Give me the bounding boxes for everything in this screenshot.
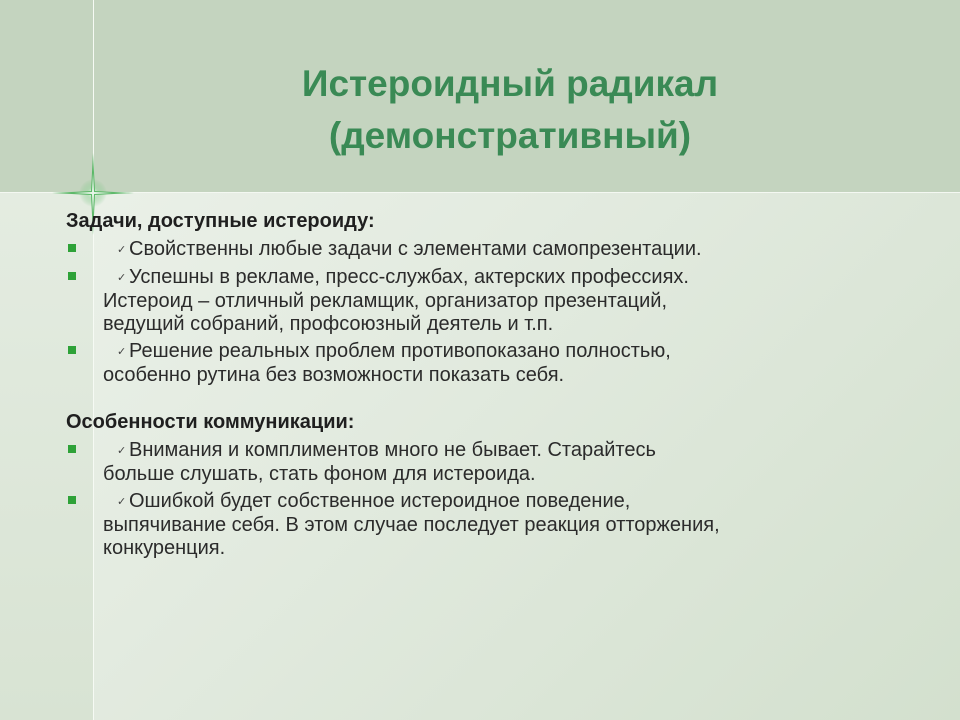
checkmark-icon: ✓	[117, 272, 127, 284]
list-item	[66, 238, 906, 262]
list-item	[66, 340, 906, 387]
checkmark-icon: ✓	[117, 496, 127, 508]
list-item	[66, 266, 906, 336]
list-item-text: Решение реальных проблем противопоказано полностью,	[129, 340, 671, 362]
checkmark-icon: ✓	[117, 244, 127, 256]
checkmark-icon: ✓	[117, 346, 127, 358]
square-bullet-icon	[68, 244, 76, 252]
list-item-text: Свойственны любые задачи с элементами самопрезентации.	[129, 238, 702, 260]
list-item-line	[103, 290, 906, 313]
list-item-text: больше слушать, стать фоном для истероида.	[103, 463, 536, 485]
list-item-line	[69, 238, 906, 262]
title-line-2: (демонстративный)	[328, 115, 692, 156]
list-item-line	[69, 490, 906, 514]
slide-content	[66, 208, 906, 564]
list-item-text: Внимания и комплиментов много не бывает. Старайтесь	[129, 439, 656, 461]
list-item-line	[69, 439, 906, 463]
list-item-line	[103, 364, 906, 387]
list-item-line	[69, 266, 906, 290]
title-divider	[0, 192, 960, 193]
list-item-text: Успешны в рекламе, пресс-службах, актерских профессиях.	[129, 266, 689, 288]
square-bullet-icon	[68, 496, 76, 504]
list-item-line	[103, 463, 906, 486]
checkmark-icon: ✓	[117, 445, 127, 457]
list-item	[66, 439, 906, 486]
list-item-line	[103, 514, 906, 537]
list-item-line	[103, 537, 906, 560]
list-item-text: особенно рутина без возможности показать себя.	[103, 364, 565, 386]
list-item-text: Ошибкой будет собственное истероидное поведение,	[129, 490, 631, 512]
list-item-line	[103, 313, 906, 336]
list-item-text: конкуренция.	[103, 537, 226, 559]
section-heading: Особенности коммуникации:	[66, 411, 355, 433]
title-line-1: Истероидный радикал	[301, 63, 719, 104]
list-item-text: выпячивание себя. В этом случае последует реакция отторжения,	[103, 514, 720, 536]
list-item-line	[69, 340, 906, 364]
square-bullet-icon	[68, 346, 76, 354]
slide-title	[200, 58, 820, 162]
square-bullet-icon	[68, 445, 76, 453]
square-bullet-icon	[68, 272, 76, 280]
list-item-text: Истероид – отличный рекламщик, организатор презентаций,	[103, 290, 668, 312]
list-item	[66, 490, 906, 560]
section-heading: Задачи, доступные истероиду:	[66, 210, 375, 232]
list-item-text: ведущий собраний, профсоюзный деятель и т.п.	[103, 313, 554, 335]
